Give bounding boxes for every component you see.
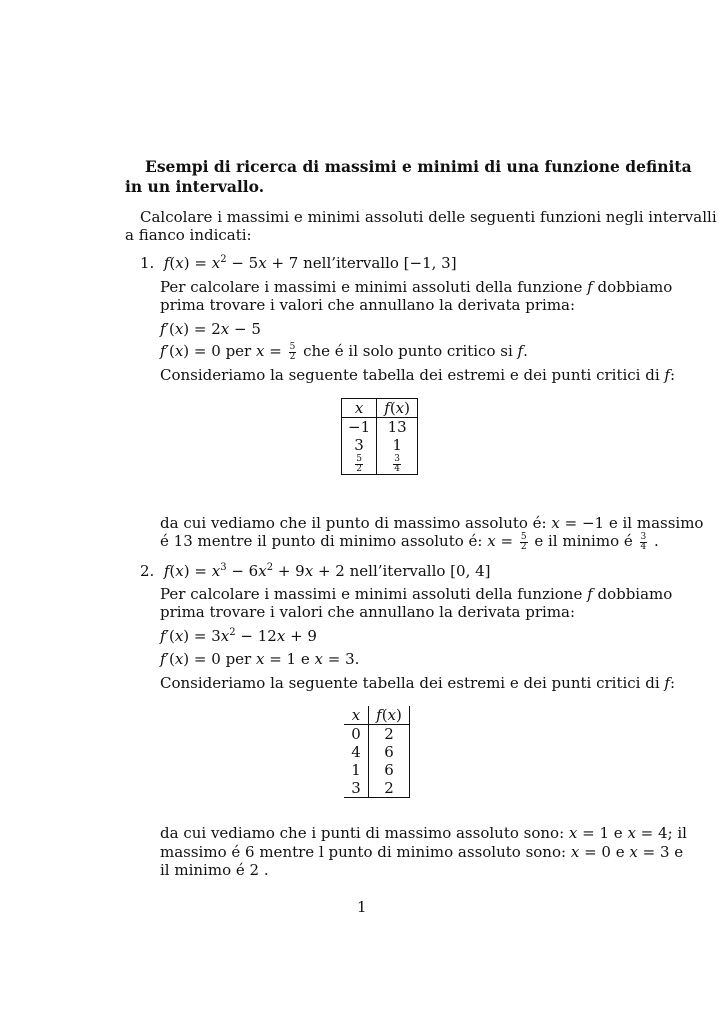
ex1-table-cell: 13 <box>377 418 418 437</box>
ex2-table-cell: 0 <box>351 725 361 743</box>
ex2-table-cell: 2 <box>369 779 410 798</box>
ex1-text-b: prima trovare i valori che annullano la derivata prima: <box>160 296 576 314</box>
ex1-table-cell: 3 <box>354 436 364 454</box>
ex2-critical: f′(x) = 0 per x = 1 e x = 3. <box>160 650 360 668</box>
ex1-table-header-x: x <box>342 399 377 418</box>
ex2-table-cell: 3 <box>351 779 361 797</box>
ex2-table-cell: 2 <box>369 725 410 744</box>
ex1-consider: Consideriamo la seguente tabella dei estremi e dei punti critici di f: <box>160 366 676 384</box>
ex2-table <box>344 706 410 798</box>
ex2-text-a: Per calcolare i massimi e minimi assoluti della funzione f dobbiamo <box>160 585 673 603</box>
ex2-table-cell: 1 <box>351 761 361 779</box>
ex2-table-cell: 4 <box>351 743 361 761</box>
ex1-table <box>341 398 418 475</box>
ex2-consider: Consideriamo la seguente tabella dei estremi e dei punti critici di f: <box>160 674 676 692</box>
ex2-statement: 2. $f(x) = x^3 - 6x^2 + 9x + 2$ nell’itervallo [0, 4] <box>140 562 491 580</box>
ex2-number: 2. <box>140 562 155 580</box>
intro-line2: a fianco indicati: <box>125 226 252 244</box>
ex2-derivative: $f'(x) = 3x^2 - 12x + 9$ <box>160 627 317 645</box>
ex1-table-cell: $\frac{3}{4}$ <box>377 454 418 475</box>
ex1-table-cell: $\frac{5}{2}$ <box>356 453 362 474</box>
intro-line1: Calcolare i massimi e minimi assoluti delle seguenti funzioni negli intervalli <box>140 208 717 226</box>
ex1-statement: 1. $f(x) = x^2 - 5x + 7$ nell’itervallo [−1, 3] <box>140 254 457 272</box>
ex1-conclusion-line2: é 13 mentre il punto di minimo assoluto é: x = $\frac{5}{2}$ e il minimo é $\frac{3}{4}$ . <box>160 531 659 552</box>
ex1-number: 1. <box>140 254 155 272</box>
ex1-text-a: Per calcolare i massimi e minimi assoluti della funzione f dobbiamo <box>160 278 673 296</box>
ex1-table-cell: −1 <box>348 418 371 436</box>
ex1-conclusion-line1: da cui vediamo che il punto di massimo assoluto é: x = −1 e il massimo <box>160 514 704 532</box>
page-number: 1 <box>357 898 367 916</box>
ex1-critical: f′(x) = 0 per x = $\frac{5}{2}$ che é il solo punto critico si f. <box>160 341 528 362</box>
ex2-table-header-x: x <box>344 706 369 725</box>
ex2-table-cell: 6 <box>369 761 410 779</box>
ex1-table-header-fx: f(x) <box>377 399 418 418</box>
ex2-table-header-fx: f(x) <box>369 706 410 725</box>
document-title-line2: in un intervallo. <box>125 177 265 196</box>
ex2-conclusion-line1: da cui vediamo che i punti di massimo assoluto sono: x = 1 e x = 4; il <box>160 824 687 842</box>
ex1-table-cell: 1 <box>377 436 418 454</box>
ex2-conclusion-line2: massimo é 6 mentre l punto di minimo assoluto sono: x = 0 e x = 3 e <box>160 843 684 861</box>
ex1-derivative: f′(x) = 2x − 5 <box>160 320 261 338</box>
ex2-text-b: prima trovare i valori che annullano la derivata prima: <box>160 603 576 621</box>
ex2-table-cell: 6 <box>369 743 410 761</box>
ex2-conclusion-line3: il minimo é 2 . <box>160 861 269 879</box>
document-title-line1: Esempi di ricerca di massimi e minimi di una funzione definita <box>145 157 692 176</box>
